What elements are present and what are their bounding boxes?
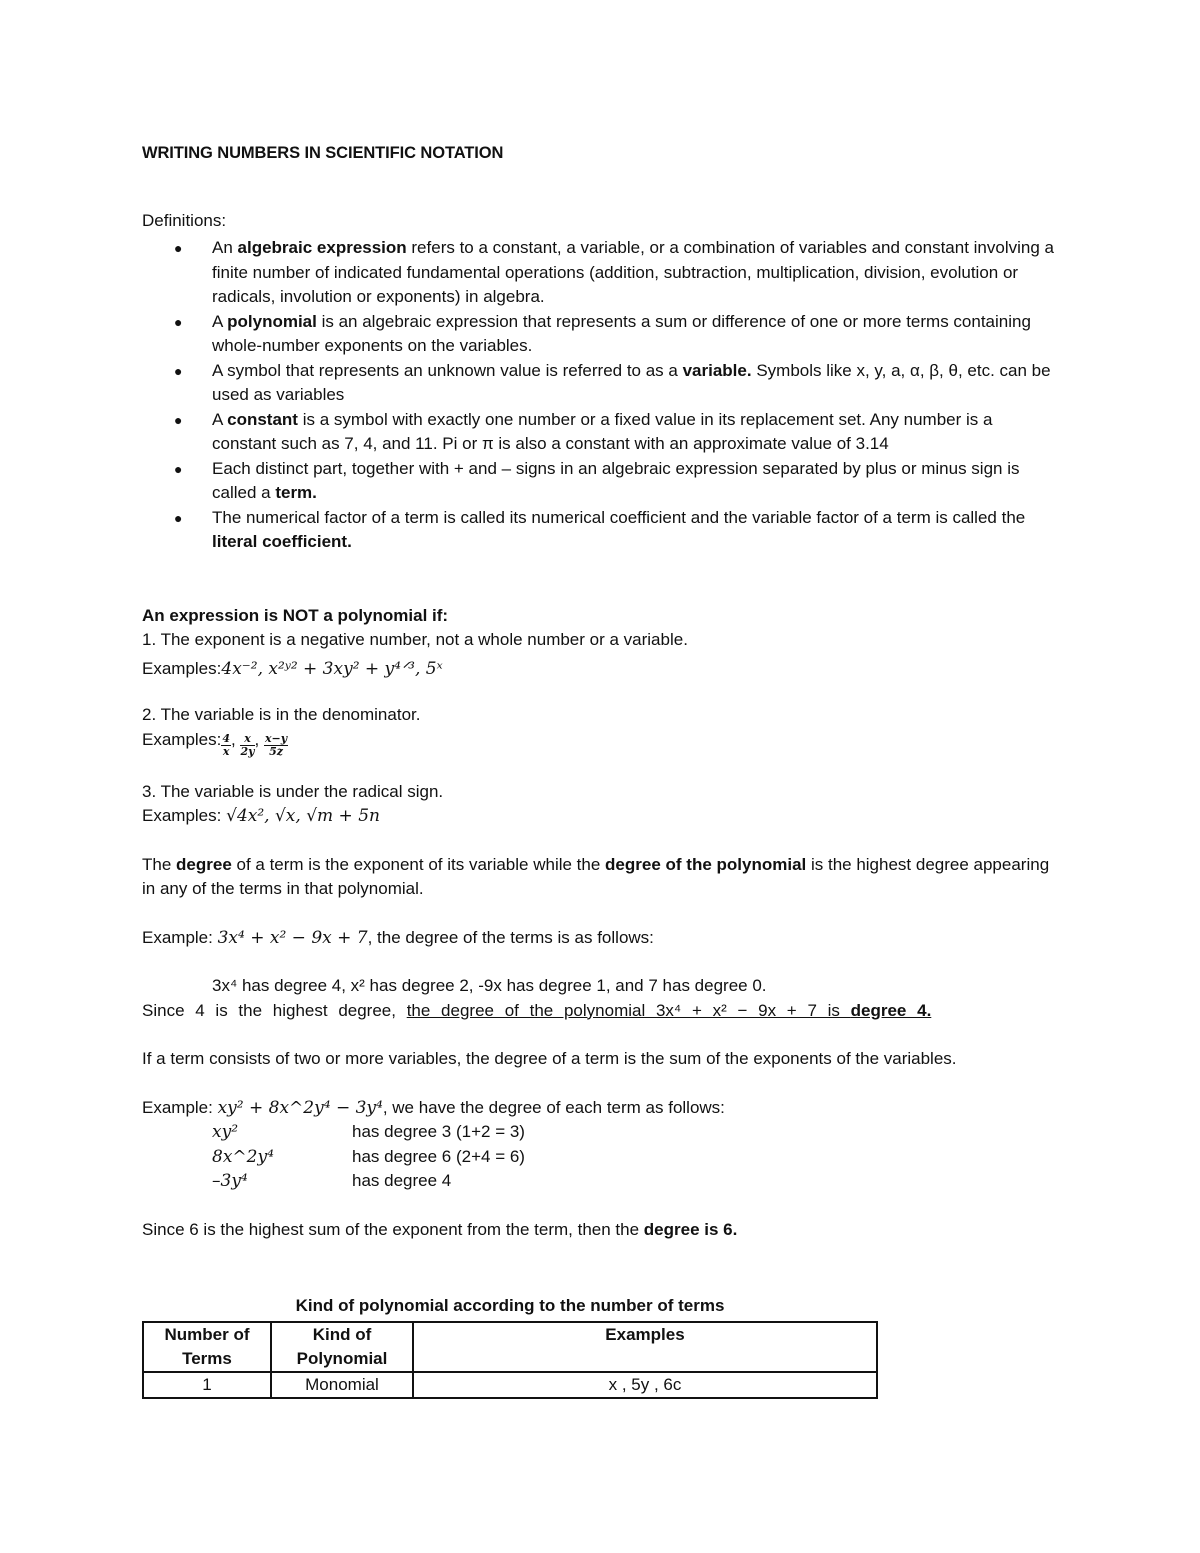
multi-variable-intro: If a term consists of two or more variables, the degree of a term is the sum of the exponents of the variables.: [142, 1049, 957, 1068]
not-polynomial-heading: An expression is NOT a polynomial if:: [142, 605, 449, 625]
example-expression: 4x⁻², x²ʸ² + 3xy² + y⁴ᐟ³, 5ˣ: [221, 658, 443, 679]
degree-example: Example: 3x⁴ + x² − 9x + 7, the degree of the terms is as follows:: [142, 927, 654, 948]
bullet-icon: ●: [174, 362, 183, 379]
column-header: Number of Terms: [143, 1322, 271, 1372]
fraction: [221, 733, 231, 758]
multi-variable-conclusion: Since 6 is the highest sum of the exponent from the term, then the degree is 6.: [142, 1219, 738, 1239]
list-item: ● The numerical factor of a term is called its numerical coefficient and the variable factor of a term is called the literal coefficient.: [174, 507, 1026, 551]
document-title: WRITING NUMBERS IN SCIENTIFIC NOTATION: [142, 144, 504, 162]
definitions-label: Definitions:: [142, 210, 227, 230]
table-row: [143, 1372, 877, 1398]
term: 8x^2y⁴: [212, 1146, 274, 1167]
table-cell: x , 5y , 6c: [413, 1372, 877, 1398]
table-caption: Kind of polynomial according to the number of terms: [295, 1296, 725, 1315]
term-degree: has degree 3 (1+2 = 3): [352, 1122, 525, 1141]
bullet-icon: ●: [174, 411, 183, 428]
list-item: ● A polynomial is an algebraic expression that represents a sum or difference of one or more terms containing whole-number exponents on the variables.: [174, 311, 1031, 355]
fraction: [240, 733, 254, 758]
bullet-icon: ●: [174, 240, 183, 256]
rule-2: 2. The variable is in the denominator.: [142, 705, 421, 724]
rule-1: 1. The exponent is a negative number, not a whole number or a variable.: [142, 630, 688, 649]
rule-3-examples: Examples: √4x², √x, √m + 5n: [142, 806, 380, 826]
rule-2-examples: Examples: $\frac{4}{x}$ , $\frac{x}{2y}$ , $\frac{x-y}{5z}$: [142, 729, 288, 758]
fraction-numerator: x: [240, 733, 254, 746]
table-cell: 1: [143, 1372, 271, 1398]
radical-expression: √4x², √x, √m + 5n: [226, 806, 380, 826]
rule-1-examples: Examples:4x⁻², x²ʸ² + 3xy² + y⁴ᐟ³, 5ˣ: [142, 658, 443, 679]
list-item: ● A symbol that represents an unknown value is referred to as a variable. Symbols like x, y, a, α, β, θ, etc. can be used as variables: [174, 360, 1051, 404]
bullet-icon: ●: [174, 313, 183, 330]
list-item: ● An algebraic expression refers to a constant, a variable, or a combination of variables and constant involving a finite number of indicated fundamental operations (addition, subtraction, multiplication, division, evolution or radicals, involution or exponents) in algebra.: [174, 238, 1054, 306]
list-item: ● Each distinct part, together with + and – signs in an algebraic expression separated by plus or minus sign is called a term.: [174, 458, 1020, 502]
term-degree-list: [142, 1120, 1060, 1194]
fraction-denominator: 5z: [269, 744, 284, 758]
term-degree: has degree 4: [352, 1171, 452, 1190]
table-header-row: [143, 1322, 877, 1372]
fraction-numerator: 4: [222, 731, 231, 745]
polynomial-kinds-table: [142, 1321, 878, 1399]
fraction-denominator: x: [222, 744, 230, 758]
degree-definition: The degree of a term is the exponent of its variable while the degree of the polynomial is the highest degree appearing in any of the terms in that polynomial.: [142, 854, 1050, 898]
term: xy²: [212, 1122, 239, 1142]
column-header: Examples: [413, 1322, 877, 1372]
bullet-icon: ●: [174, 460, 183, 477]
fraction-numerator: x−y: [264, 731, 288, 745]
fraction-denominator: 2y: [240, 744, 255, 758]
degree-terms-line: 3x⁴ has degree 4, x² has degree 2, -9x has degree 1, and 7 has degree 0.: [212, 976, 767, 995]
fraction: [264, 733, 288, 758]
column-header: Kind of Polynomial: [271, 1322, 413, 1372]
document-page: [142, 141, 1060, 1399]
table-cell: Monomial: [271, 1372, 413, 1398]
term-degree: has degree 6 (2+4 = 6): [352, 1146, 525, 1166]
rule-3: 3. The variable is under the radical sign.: [142, 781, 444, 801]
degree-conclusion: Since 4 is the highest degree, the degree of the polynomial 3x⁴ + x² − 9x + 7 is degree 4.: [142, 1000, 932, 1020]
bullet-icon: ●: [174, 509, 183, 526]
list-item: ● A constant is a symbol with exactly one number or a fixed value in its replacement set. Any number is a constant such as 7, 4, and 11. Pi or π is also a constant with an approximate value of 3.14: [174, 409, 993, 453]
multi-variable-example: Example: xy² + 8x^2y⁴ − 3y⁴, we have the degree of each term as follows:: [142, 1097, 725, 1118]
term: –3y⁴: [212, 1171, 248, 1191]
definitions-list: [142, 236, 1060, 555]
